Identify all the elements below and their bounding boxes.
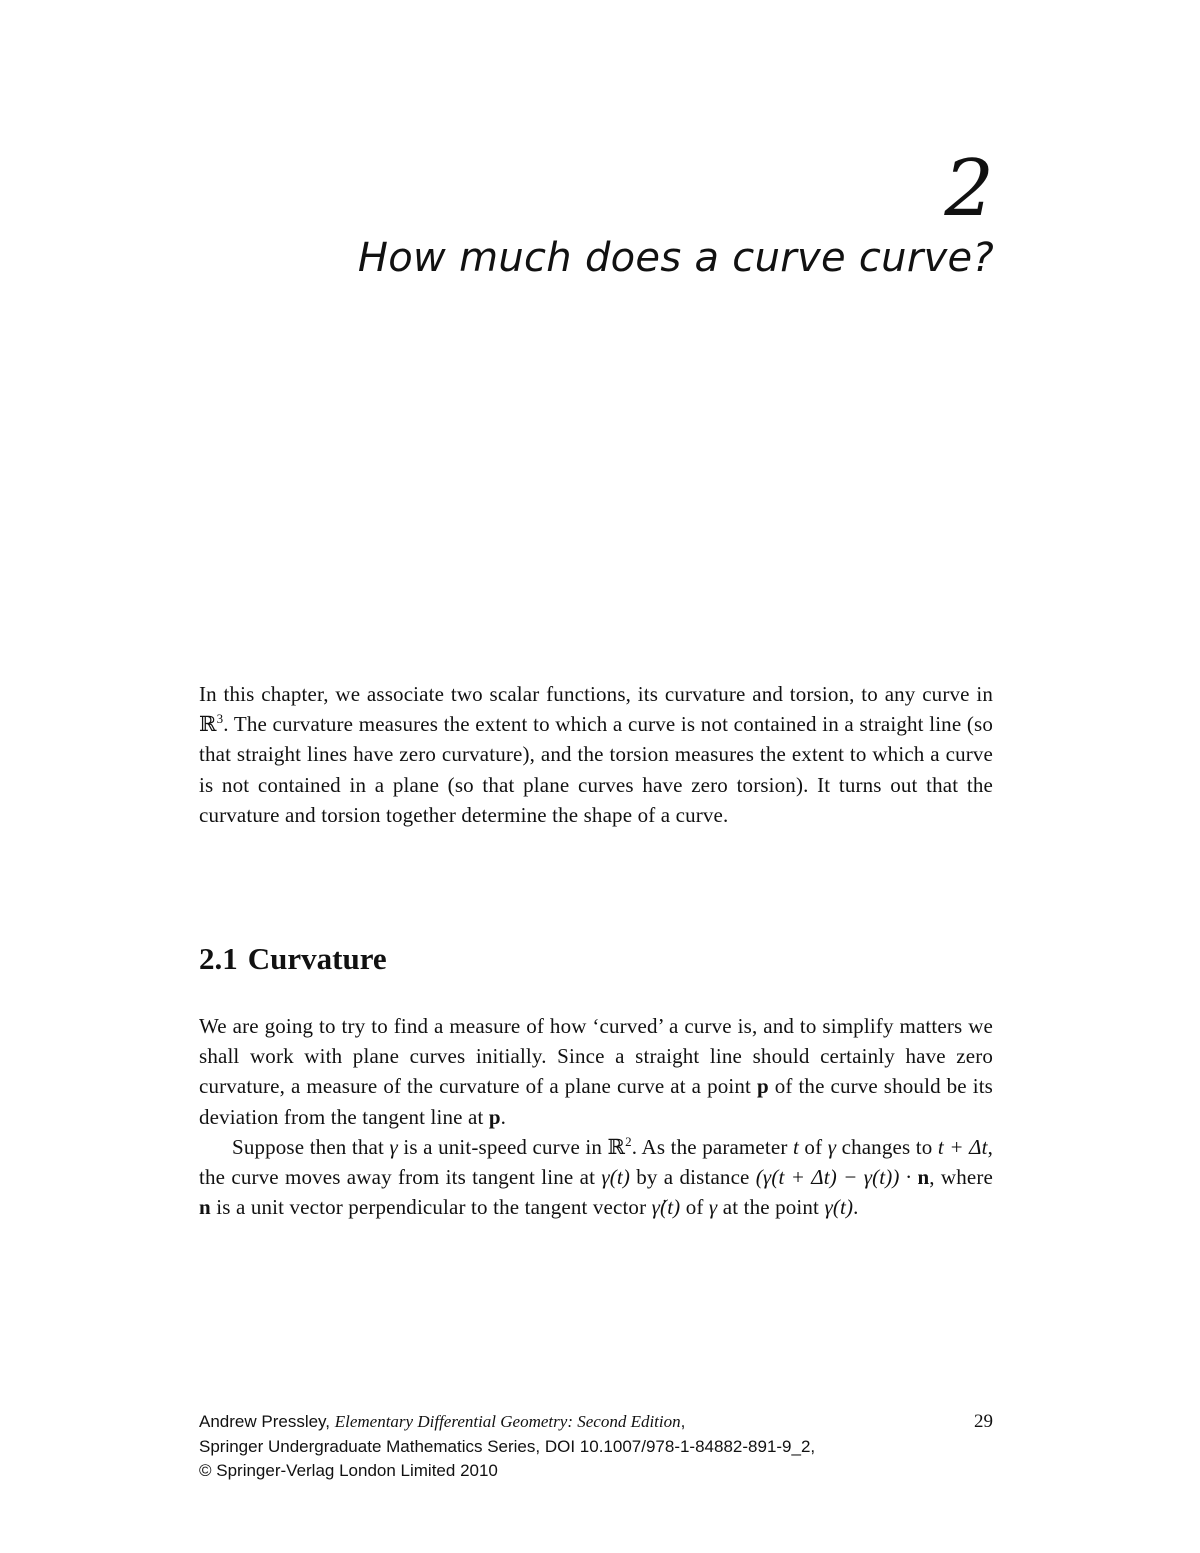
normal-vector-symbol: n [199, 1195, 211, 1220]
point-p-symbol: p [488, 1104, 501, 1129]
p1-text-2: of the curve should be its deviation from the tangent line at [199, 1074, 993, 1129]
p2-text: is a unit-speed curve in [397, 1135, 608, 1159]
chapter-title: How much does a curve curve? [357, 235, 994, 281]
p2-text: . As the parameter [631, 1135, 793, 1159]
p2-text: by a distance [630, 1165, 756, 1190]
intro-text-2: . The curvature measures the extent to which a curve is not contained in a straight line (so that straight lines have zero curvature), and the torsion measures the extent to which a curve is not contained in a plane (so that plane curves have zero torsion). It turns out that the curvature and torsion together determine the shape of a curve. [199, 712, 993, 827]
footer-book-title: Elementary Differential Geometry: Second Edition [334, 1412, 681, 1431]
footer-comma: , [680, 1412, 686, 1431]
math-expression: γ(t) [824, 1195, 854, 1220]
p2-text: of [798, 1135, 828, 1159]
p2-text: Suppose then that [232, 1135, 390, 1159]
page-number: 29 [974, 1411, 993, 1432]
chapter-number: 2 [944, 144, 994, 234]
gamma-symbol: γ [708, 1195, 718, 1220]
p2-text: . [853, 1195, 859, 1220]
real-space-symbol: ℝ [199, 712, 217, 737]
footer-series: Springer Undergraduate Mathematics Series, DOI 10.1007/978-1-84882-891-9_2, [199, 1436, 816, 1456]
intro-paragraph [199, 679, 993, 830]
footer-copyright: © Springer-Verlag London Limited 2010 [199, 1461, 498, 1480]
point-p-symbol: p [756, 1074, 769, 1099]
p2-text: changes to [836, 1135, 938, 1159]
p2-text: , where [929, 1165, 993, 1190]
p1-text-1: We are going to try to find a measure of how ‘curved’ a curve is, and to simplify matters we shall work with plane curves initially. Since a straight line should certainly have zero curvature, a measure of the curvature of a plane curve at a point [199, 1014, 993, 1099]
footer-citation [199, 1410, 993, 1484]
parameter-t-symbol: t [792, 1135, 799, 1159]
section-number: 2.1 [199, 941, 238, 976]
p1-text-3: . [500, 1104, 507, 1129]
normal-vector-symbol: n [917, 1165, 930, 1190]
math-expression: t + Δt [937, 1135, 988, 1159]
gamma-symbol: γ [389, 1135, 398, 1159]
real-space-dimension: 2 [625, 1134, 632, 1149]
math-expression: (γ(t + Δt) − γ(t)) · [755, 1165, 918, 1190]
real-space-dimension: 3 [216, 711, 224, 727]
p2-text: of [680, 1195, 709, 1220]
math-expression: γ̇(t) [651, 1195, 681, 1220]
section-heading [199, 940, 387, 977]
p2-text: , the curve moves away from its tangent line at [199, 1135, 993, 1190]
curvature-paragraph-2 [199, 1132, 993, 1223]
gamma-symbol: γ [827, 1135, 837, 1159]
p2-text: is a unit vector perpendicular to the tangent vector [210, 1195, 652, 1220]
intro-text-1: In this chapter, we associate two scalar functions, its curvature and torsion, to any curve in [199, 682, 993, 706]
p2-text: at the point [717, 1195, 825, 1220]
footer-line-1 [199, 1410, 993, 1435]
curvature-paragraph-1 [199, 1011, 993, 1132]
math-expression: γ(t) [601, 1165, 631, 1190]
section-title: Curvature [247, 941, 387, 976]
real-space-symbol: ℝ [607, 1135, 626, 1159]
footer-author: Andrew Pressley, [199, 1412, 335, 1431]
